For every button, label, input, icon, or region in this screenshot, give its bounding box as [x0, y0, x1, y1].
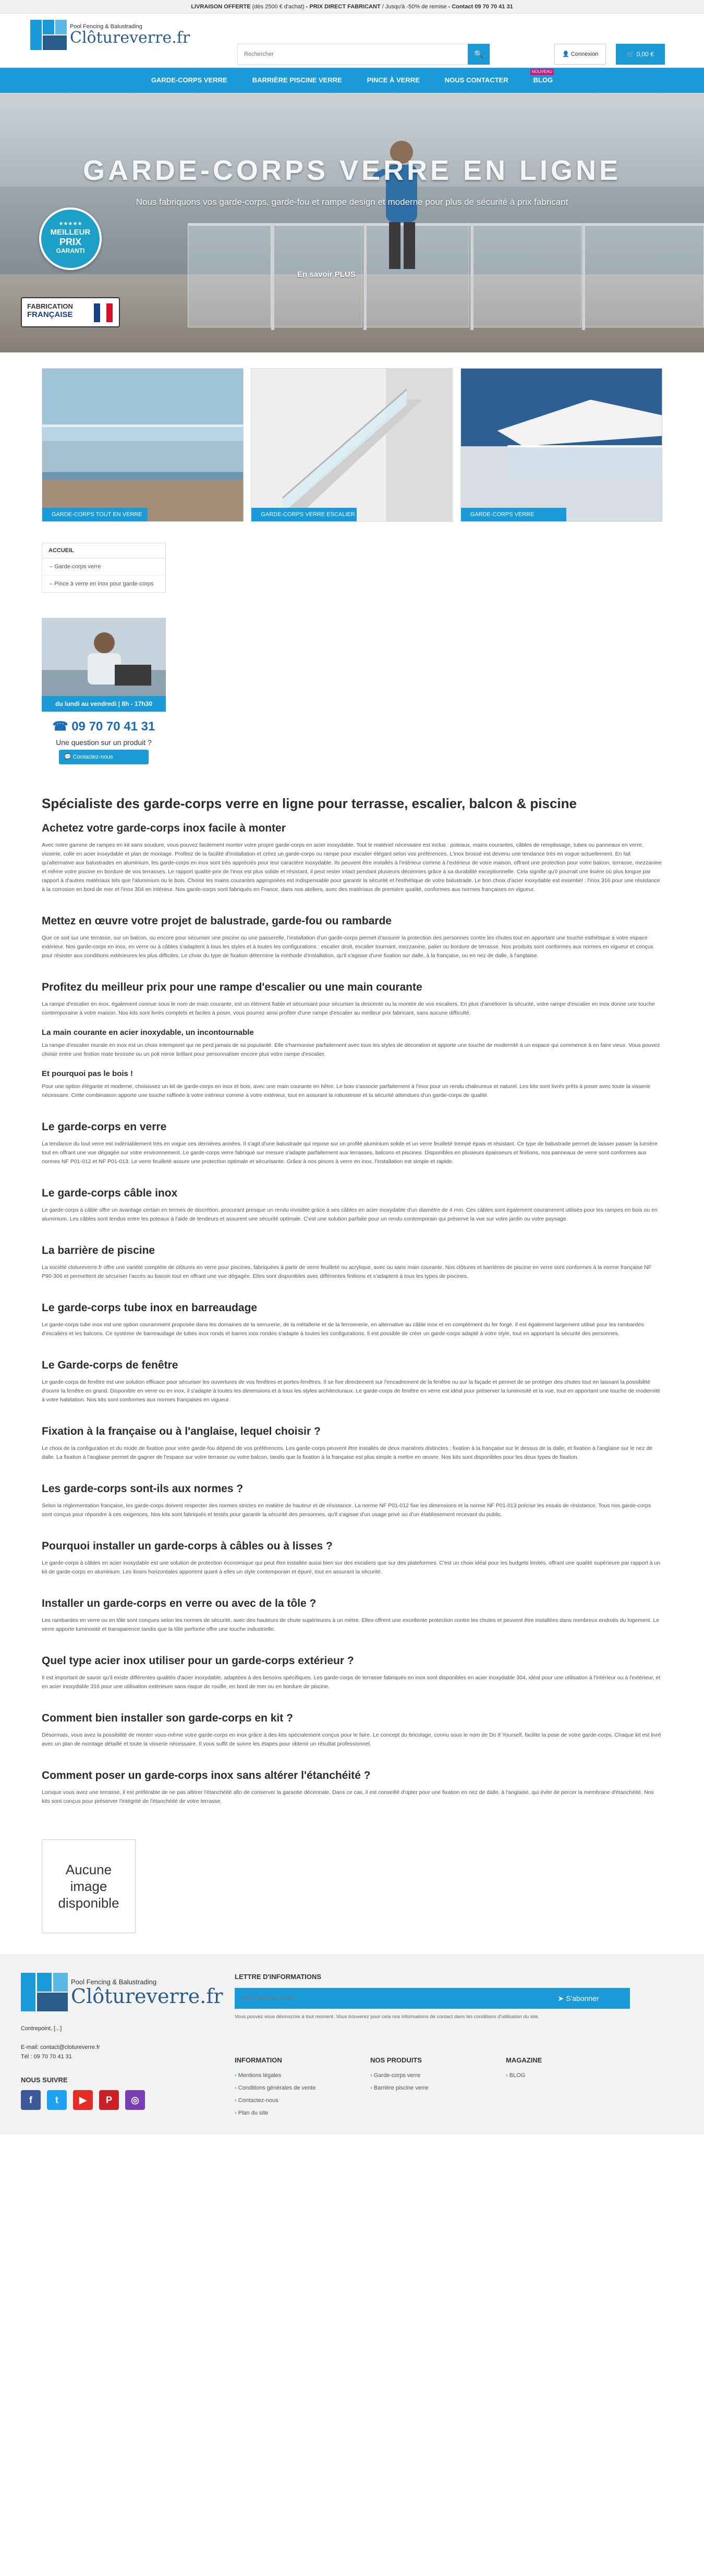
section-subheading: Et pourquoi pas le bois !	[42, 1069, 133, 1078]
footer-logo-name-b: verre.fr	[146, 1984, 223, 2008]
seo-content	[42, 796, 662, 1806]
seal-text-3: GARANTI	[56, 247, 85, 254]
chat-icon: 💬	[64, 754, 71, 760]
search-icon: 🔍	[474, 50, 484, 59]
section-heading: Mettez en œuvre votre projet de balustrade, garde-fou ou rambarde	[42, 915, 392, 927]
logo-name-b: verre.fr	[129, 29, 190, 47]
section-heading: Le garde-corps tube inox en barreaudage	[42, 1302, 258, 1314]
footer-link[interactable]: › BLOG	[506, 2069, 542, 2082]
site-logo[interactable]	[30, 20, 190, 50]
nav-label: NOUS CONTACTER	[444, 76, 508, 84]
section-heading: Profitez du meilleur prix pour une rampe d'escalier ou une main courante	[42, 981, 422, 993]
section-heading: La barrière de piscine	[42, 1244, 155, 1256]
footer-brand-column	[21, 1973, 223, 2110]
section-paragraph: Selon la réglementation française, les garde-corps doivent respecter des normes strictes en matière de hauteur et de résistance. La norme NF P01-012 fixe les dimensions et la norme NF P01-013 précise les essais de résistance. Tous nos garde-corps sont conçus pour répondre à ces exigences. Nos kits sont fabriqués et testés pour garantir la sécurité des personnes, qu'il s'agisse d'un usage privé ou d'un établissement recevant du public.	[42, 1503, 651, 1518]
account-button[interactable]	[554, 44, 606, 65]
support-question: Une question sur un produit ?	[56, 738, 152, 747]
section-heading: Le Garde-corps de fenêtre	[42, 1359, 178, 1371]
pinterest-icon[interactable]: P	[99, 2090, 119, 2110]
twitter-icon[interactable]: t	[47, 2090, 67, 2110]
section-paragraph: Le garde-corps de fenêtre est une solution efficace pour sécuriser les ouvertures de vos fenêtres et portes-fenêtres. Il se fixe directement sur l'encadrement de la fenêtre ou sur la façade et permet de se protéger des chutes tout en laissant la possibilité d'ouvrir la fenêtre en grand. Disponible en verre ou en inox, il s'adapte à toutes les dimensions et à tous les styles architecturaux. Le garde-corps de fenêtre en verre est idéal pour préserver la luminosité et la vue, tout en apportant une touche de modernité à votre habitation. Nos kits sont conformes aux normes françaises en vigueur.	[42, 1379, 660, 1403]
phone-icon: ☎	[52, 719, 68, 734]
newsletter-title: LETTRE D'INFORMATIONS	[235, 1973, 322, 1981]
promo-shipping: LIVRAISON OFFERTE	[191, 4, 251, 10]
no-image-text-1: Aucune	[65, 1862, 112, 1877]
youtube-icon[interactable]: ▶	[73, 2090, 93, 2110]
section-paragraph: La tendance du tout verre est indéniablement très en vogue ces dernières années. Il s'agit d'une balustrade qui repose sur un profilé aluminium solide et un verre feuilleté trempé épais et résistant. Ce type de balustrade permet de laisser passer la lumière tout en offrant une vue dégagée sur votre environnement. Le garde-corps verre fabriqué sur mesure s'adapte parfaitement aux terrasses, balcons et piscines. Disponibles en plusieurs épaisseurs et finitions, nos panneaux de verre sont conformes aux normes NF P01-012 et NF P01-013. Le verre feuilleté assure une protection optimale et sécurisante. Grâce à nos pinces à verre en inox, l'installation est simple et rapide.	[42, 1141, 658, 1165]
send-icon: ➤	[557, 1994, 564, 2003]
category-tree-item[interactable]	[42, 576, 165, 592]
footer-link[interactable]: › Plan du site	[235, 2107, 315, 2119]
newsletter-form	[235, 1988, 630, 2009]
support-widget	[42, 618, 166, 764]
footer-link[interactable]: › Mentions légales	[235, 2069, 315, 2082]
hero-banner[interactable]	[0, 93, 704, 352]
section-heading: Quel type acier inox utiliser pour un garde-corps extérieur ?	[42, 1655, 354, 1667]
section-paragraph: Le garde-corps à câbles en acier inoxydable est une solution de protection économique qui peut être installée aussi bien sur des escaliers que sur des plateformes. C'est un choix idéal pour les budgets limités, offrant une qualité supérieure par rapport à un kit de garde-corps en aluminium. Les lisses horizontales apportent quant à elles un style contemporain et épuré, tout en assurant la sécurité.	[42, 1560, 661, 1575]
section-paragraph: Il est important de savoir qu'il existe différentes qualités d'acier inoxydable, adaptées à des besoins spécifiques. Les garde-corps de terrasse fabriqués en inox sont disponibles en acier inoxydable 304, idéal pour une utilisation à l'intérieur ou à l'extérieur, et en acier inoxydable 316 pour une utilisation extérieure sans risque de rouille, en bord de mer ou en bordure de piscine.	[42, 1675, 661, 1690]
section-heading: Le garde-corps câble inox	[42, 1187, 178, 1199]
category-label: GARDE-CORPS TOUT EN VERRE	[42, 508, 148, 521]
section-paragraph: Le choix de la configuration et du mode de fixation pour votre garde-fou dépend de vos préférences. Les garde-corps peuvent être installés de deux manières distinctes : fixation à la française sur le dessus de la dalle, et fixation à l'anglaise sur le nez de dalle. La fixation à l'anglaise permet de gagner de l'espace sur votre terrasse ou votre balcon, tandis que la fixation à la française est plus simple à mettre en œuvre. Nos kits sont disponibles pour les deux types de fixation.	[42, 1445, 653, 1460]
no-image-placeholder	[42, 1839, 136, 1933]
promo-shipping-detail: (dès 2500 € d'achat)	[250, 4, 305, 10]
footer-magazine-column	[506, 2056, 542, 2082]
footer-address	[21, 2024, 223, 2061]
newsletter-column	[235, 1973, 630, 2020]
footer-magazine-title: MAGAZINE	[506, 2056, 542, 2064]
logo-name	[70, 30, 190, 46]
account-label: Connexion	[571, 51, 599, 57]
nav-item-contact[interactable]	[432, 68, 521, 93]
footer-link[interactable]: › Garde-corps verre	[370, 2069, 428, 2082]
chevron-right-icon: –	[50, 581, 53, 587]
category-photo-stair-railing	[251, 369, 452, 521]
support-hours: du lundi au vendredi | 8h - 17h30	[42, 696, 166, 712]
nav-label: GARDE-CORPS VERRE	[151, 76, 227, 84]
site-footer	[0, 1954, 704, 2134]
section-paragraph: La rampe d'escalier murale en inox est un choix intemporel qui ne perd jamais de sa popularité. Elle s'harmonise parfaitement avec tous les styles de décoration et apporte une touche de modernité à un espace qui commence à en faire vieux. Vous pouvez choisir entre une finition mate brossée ou un poli miroir brillant pour personnaliser encore plus votre rampe d'escalier.	[42, 1042, 660, 1057]
nav-label: PINCE À VERRE	[367, 76, 420, 84]
nav-label: BARRIÈRE PISCINE VERRE	[252, 76, 342, 84]
contact-us-button[interactable]	[59, 750, 149, 764]
hero-title: GARDE-CORPS VERRE EN LIGNE	[82, 155, 622, 186]
new-badge: NOUVEAU	[530, 69, 554, 75]
search-input[interactable]	[238, 44, 467, 64]
category-tree-label: Garde-corps verre	[54, 564, 101, 570]
seal-text-2: PRIX	[59, 237, 81, 247]
instagram-icon[interactable]: ◎	[125, 2090, 145, 2110]
footer-info-title: INFORMATION	[235, 2056, 282, 2064]
hero-more-link[interactable]: En savoir PLUS	[297, 270, 356, 279]
seal-stars: ★★★★★	[58, 221, 82, 227]
category-photo-outdoor-railing	[461, 369, 662, 521]
support-phone-number: 09 70 70 41 31	[71, 719, 155, 734]
search-box	[237, 44, 490, 65]
section-subheading: La main courante en acier inoxydable, un incontournable	[42, 1028, 254, 1037]
madein-line-2: FRANÇAISE	[27, 310, 73, 319]
section-paragraph: Que ce soit sur une terrasse, sur un balcon, ou encore pour sécuriser une piscine ou une passerelle, l'installation d'un garde-corps permet d'assurer la protection des personnes contre les chutes tout en apportant une touche esthétique à votre espace extérieur. Nos garde-corps en inox, en verre ou à câbles s'adaptent à tous les styles et à toutes les configurations : escalier droit, escalier tournant, mezzanine, palier ou bordure de terrasse. Nos produits sont conformes aux normes en vigueur et conçus pour résister aux conditions extérieures les plus difficiles. Le choix du type de fixation détermine la méthode d'installation, qu'il s'agisse d'une fixation sur dalle, à la française, ou en nez de dalle, à l'anglaise.	[42, 935, 653, 959]
footer-tel[interactable]: Tél : 09 70 70 41 31	[21, 2054, 72, 2060]
section-paragraph: La rampe d'escalier en inox, également connue sous le nom de main courante, est un élément fiable et sécurisant pour sécuriser la descente ou la montée de vos escaliers. En plus d'améliorer la sécurité, votre rampe d'escalier en inox donne une touche contemporaine à votre maison. Nos kits sont livrés complets et faciles à poser, vous pourrez ainsi profiter d'une rampe d'escalier au meilleur prix fabricant, sans aucune difficulté.	[42, 1001, 655, 1016]
newsletter-email-input[interactable]	[235, 1988, 527, 2008]
content-title: Spécialiste des garde-corps verre en ligne pour terrasse, escalier, balcon & piscine	[42, 796, 577, 811]
best-price-seal	[39, 207, 102, 270]
category-photo-glass-railing	[42, 369, 243, 521]
category-label: GARDE-CORPS VERRE EXTÉRIEUR	[461, 508, 566, 521]
chevron-right-icon: –	[50, 564, 53, 570]
logo-mark-icon	[30, 20, 67, 50]
user-icon: 👤	[562, 51, 569, 57]
footer-info-column	[235, 2056, 315, 2119]
category-grid	[42, 368, 662, 531]
section-heading: Pourquoi installer un garde-corps à câbles ou à lisses ?	[42, 1540, 333, 1552]
section-paragraph: Le garde-corps à câble offre un avantage certain en termes de discrétion, procurant presque un rendu invisible grâce à ses câbles en acier inoxydable d'un diamètre de 4 mm. Ces câbles sont également couramment utilisés pour les rampes en bois ou en aluminium. Les câbles sont tendus entre les poteaux à l'aide de tendeurs et assurent une sécurité optimale. C'est une solution parfaite pour un rendu contemporain qui préserve la vue sur votre jardin ou votre paysage.	[42, 1207, 658, 1222]
social-links	[21, 2090, 223, 2110]
nav-item-barriere-piscine[interactable]	[240, 68, 355, 93]
section-heading: Installer un garde-corps en verre ou avec de la tôle ?	[42, 1597, 317, 1609]
footer-link[interactable]: › Barrière piscine verre	[370, 2082, 428, 2094]
contact-us-label: Contactez-nous	[72, 754, 113, 760]
promo-sale: / Jusqu'à -50% de remise	[380, 4, 447, 10]
site-header	[0, 14, 704, 68]
category-label: GARDE-CORPS VERRE ESCALIER	[251, 508, 357, 521]
no-image-text-3: disponible	[58, 1895, 119, 1911]
category-card[interactable]	[460, 368, 662, 531]
logo-name-a: Clôture	[70, 29, 130, 47]
section-paragraph: Avec notre gamme de rampes en kit sans soudure, vous pouvez facilement monter votre propre garde-corps en acier inoxydable. Tout le matériel nécessaire est inclus : poteaux, mains courantes, câbles de remplissage, tubes ou panneaux en verre, visserie, colle en acier inoxydable et plan de montage. Profitez de la facilité d'installation et créez un garde-corps ou rampe pour escalier élégant selon vos préférences. L'inox brossé est devenu une tendance très en vogue actuellement. En fait qu'alternative aux balustrades en aluminium, les garde-corps en inox sont très appréciés pour leur caractère inoxydable. Ils peuvent être installés à l'intérieur comme à l'extérieur de votre maison, offrant une protection pour votre balcon, terrasse, mezzanine et même votre piscine en bordure de vos terrasses. Le rapport qualité-prix de l'inox est plus solide et résistant, il peut rester intact pendant plusieurs décennies grâce à sa durabilité exceptionnelle. Cela signifie qu'il pourrait une lisière où plus longue par rapport à d'autres matériaux tels que l'aluminium ou le bois. Choisir les mains courantes appropriées est indispensable pour garantir la sécurité et l'esthétique de votre balustrade. Le bon choix d'acier inoxydable est essentiel : l'inox 316 pour une résistance à la corrosion en bord de mer et l'inox 304 en intérieur. Nos garde-corps sont fabriqués en France, dans nos ateliers, avec des matériaux de première qualité, conformes aux normes françaises en vigueur.	[42, 842, 662, 893]
promo-factory: - PRIX DIRECT FABRICANT	[304, 4, 381, 10]
logo-tagline: Pool Fencing & Balustrading	[70, 23, 142, 30]
no-image-text-2: image	[70, 1878, 107, 1894]
footer-email[interactable]: E-mail: contact@clotureverre.fr	[21, 2044, 100, 2050]
cart-total: 0,00 €	[636, 51, 654, 58]
section-paragraph: Pour une option élégante et moderne, choisissez un kit de garde-corps en inox et bois, avec une main courante en hêtre. Le bois s'associe parfaitement à l'inox pour un rendu chaleureux et naturel. Les kits sont livrés prêts à poser avec toute la visserie nécessaire. Cette combinaison apporte une touche raffinée à votre intérieur comme à votre extérieur, tout en assurant la robustesse et la sécurité attendues d'un garde-corps de qualité.	[42, 1083, 651, 1098]
category-card[interactable]	[42, 368, 244, 522]
section-paragraph: Désormais, vous avez la possibilité de monter vous-même votre garde-corps en inox grâce à des kits spécialement conçus pour le faire. Le concept du bricolage, connu sous le nom de Do It Yourself, facilite la pose de votre garde-corps. Chaque kit est livré avec un plan de montage détaillé et toute la visserie nécessaire. Il vous suffit de suivre les étapes pour obtenir un résultat professionnel.	[42, 1732, 661, 1747]
support-phone[interactable]	[42, 719, 166, 734]
section-heading: Comment poser un garde-corps inox sans altérer l'étanchéité ?	[42, 1769, 371, 1781]
search-button[interactable]	[468, 44, 490, 65]
cart-icon: 🛒	[627, 51, 635, 58]
category-tree-label: Pince à verre en inox pour garde-corps	[54, 581, 154, 587]
footer-products-column	[370, 2056, 428, 2094]
cart-button[interactable]	[616, 44, 665, 65]
category-tree	[42, 543, 166, 593]
category-tree-head[interactable]: ACCUEIL	[42, 543, 165, 558]
subscribe-button[interactable]	[527, 1988, 629, 2008]
section-heading: Fixation à la française ou à l'anglaise, lequel choisir ?	[42, 1425, 321, 1437]
support-agent-photo	[42, 618, 166, 696]
footer-products-title: NOS PRODUITS	[370, 2056, 422, 2064]
footer-link[interactable]: › Contactez-nous	[235, 2094, 315, 2107]
seal-text-1: MEILLEUR	[50, 228, 91, 237]
section-heading: Les garde-corps sont-ils aux normes ?	[42, 1483, 244, 1495]
madein-line-1: FABRICATION	[27, 302, 73, 310]
footer-logo-name	[71, 1986, 223, 2007]
section-heading: Le garde-corps en verre	[42, 1121, 167, 1133]
section-paragraph: Les rambardes en verre ou en tôle sont conçues selon les normes de sécurité, avec des hauteurs de chute supérieures à un mètre. Elles offrent une excellente protection contre les chutes et peuvent être installées dans nombreux endroits du logement. Le verre apporte luminosité et transparence tandis que la tôle perforée offre une touche industrielle.	[42, 1617, 660, 1632]
footer-link[interactable]: › Conditions générales de vente	[235, 2082, 315, 2094]
hero-subtitle: Nous fabriquons vos garde-corps, garde-fou et rampe design et moderne pour plus de sécurité à prix fabricant	[136, 197, 568, 207]
category-card[interactable]	[251, 368, 453, 522]
section-heading: Comment bien installer son garde-corps en kit ?	[42, 1712, 293, 1724]
social-title: NOUS SUIVRE	[21, 2076, 68, 2084]
logo-mark-icon	[21, 1973, 68, 2011]
category-tree-item[interactable]	[42, 558, 165, 576]
nav-item-garde-corps[interactable]	[139, 68, 240, 93]
section-paragraph: Lorsque vous avez une terrasse, il est préférable de ne pas altérer l'étanchéité afin de conserver la garantie décennale. Dans ce cas, il est conseillé d'opter pour une fixation en nez de dalle, à l'anglaise, qui évite de percer la membrane d'étanchéité. Nos kits sont conçus pour préserver l'intégrité de l'étanchéité de votre terrasse.	[42, 1789, 654, 1804]
section-heading: Achetez votre garde-corps inox facile à monter	[42, 822, 286, 834]
section-paragraph: Le garde-corps tube inox est une option couramment proposée dans les domaines de la serrurerie, de la métallerie et de la ferronnerie, en alternative au câble inox et en complément du fer forgé. Il est également largement utilisé pour les rambardes d'escaliers et les balcons. Ce système de barreaudage de tubes inox ronds et barres inox rondes s'adapte à toutes les configurations. Il est possible de créer un garde-corps adapté à votre style, tout en apportant la sécurité des personnes.	[42, 1322, 644, 1337]
section-paragraph: La société clotureverre.fr offre une variété complète de clôtures en verre pour piscines, fabriquées à partir de verre feuilleté ou acrylique, avec ou sans main courante. Nos clôtures et barrières de piscine en verre sont conformes à la norme française NF P90-306 et permettent de sécuriser l'accès au bassin tout en offrant une vue dégagée. Elles sont disponibles avec différentes finitions et s'adaptent à tous les types de piscines.	[42, 1264, 652, 1279]
main-nav	[0, 68, 704, 93]
nav-label: BLOG	[533, 76, 553, 84]
nav-item-blog[interactable]	[521, 68, 566, 93]
footer-address-line: Contrepoint, [...]	[21, 2025, 62, 2032]
nav-item-pince[interactable]	[355, 68, 432, 93]
promo-phone: - Contact 09 70 70 41 31	[446, 4, 513, 10]
facebook-icon[interactable]: f	[21, 2090, 41, 2110]
promo-bar	[0, 0, 704, 14]
french-flag-icon	[94, 303, 113, 322]
subscribe-label: S'abonner	[566, 1994, 599, 2003]
footer-logo-name-a: Clôture	[71, 1984, 147, 2008]
footer-logo[interactable]	[21, 1973, 223, 2011]
footer-logo-tagline: Pool Fencing & Balustrading	[71, 1977, 157, 1986]
newsletter-note: Vous pouvez vous désinscrire à tout moment. Vous trouverez pour cela nos informations de contact dans les conditions d'utilisation du site.	[235, 2014, 540, 2020]
made-in-france-badge	[21, 297, 120, 327]
